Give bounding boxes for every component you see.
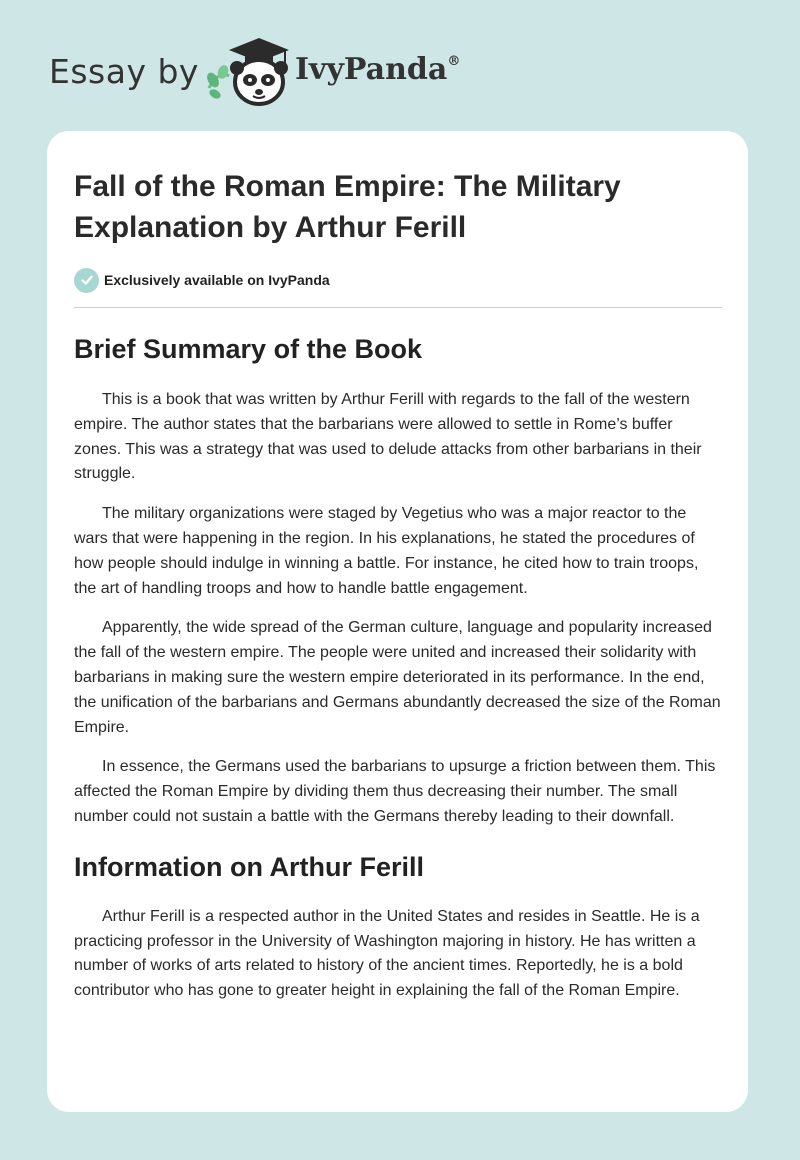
exclusive-label: Exclusively available on IvyPanda xyxy=(104,272,330,288)
section-body-author xyxy=(74,905,724,1004)
paragraph: The military organizations were staged by Vegetius who was a major reactor to the wars that were happening in the region. In his explanations, he stated the procedures of how people should indulge in winning a battle. For instance, he cited how to train troops, the art of handling troops and how to handle battle engagement. xyxy=(74,505,699,597)
page-title: Fall of the Roman Empire: The Military Explanation by Arthur Ferill xyxy=(74,170,621,244)
essay-card xyxy=(47,131,748,1112)
check-circle-icon xyxy=(74,268,99,293)
paragraph: Apparently, the wide spread of the German culture, language and popularity increased the fall of the western empire. The people were united and increased their solidarity with barbarians in making sure the western empire deteriorated in its performance. In the end, the unification of the barbarians and Germans abundantly decreased the size of the Roman Empire. xyxy=(74,619,721,736)
section-body-summary xyxy=(74,388,724,830)
paragraph: Arthur Ferill is a respected author in the United States and resides in Seattle. He is a practicing professor in the University of Washington majoring in history. He has written a number of works of arts related to history of the ancient times. Reportedly, he is a bold contributor who has gone to greater height in explaining the fall of the Roman Empire. xyxy=(74,907,700,1000)
title-divider xyxy=(74,307,722,308)
paragraph: This is a book that was written by Arthur Ferill with regards to the fall of the western empire. The author states that the barbarians were allowed to settle in Rome’s buffer zones. This was a strategy that was used to delude attacks from other barbarians in their struggle. xyxy=(74,391,702,483)
essay-by-label: Essay by xyxy=(49,52,199,91)
section-heading-summary: Brief Summary of the Book xyxy=(74,334,423,364)
panda-graduate-logo-icon xyxy=(201,36,293,108)
exclusive-badge xyxy=(74,267,724,293)
section-heading-author: Information on Arthur Ferill xyxy=(74,851,424,882)
brand-header xyxy=(49,38,549,108)
paragraph: In essence, the Germans used the barbarians to upsurge a friction between them. This affected the Roman Empire by dividing them thus decreasing their number. The small number could not sustain a battle with the Germans thereby leading to their downfall. xyxy=(74,758,716,825)
essay-content xyxy=(74,131,724,1004)
ivypanda-wordmark[interactable]: IvyPanda® xyxy=(295,52,461,87)
